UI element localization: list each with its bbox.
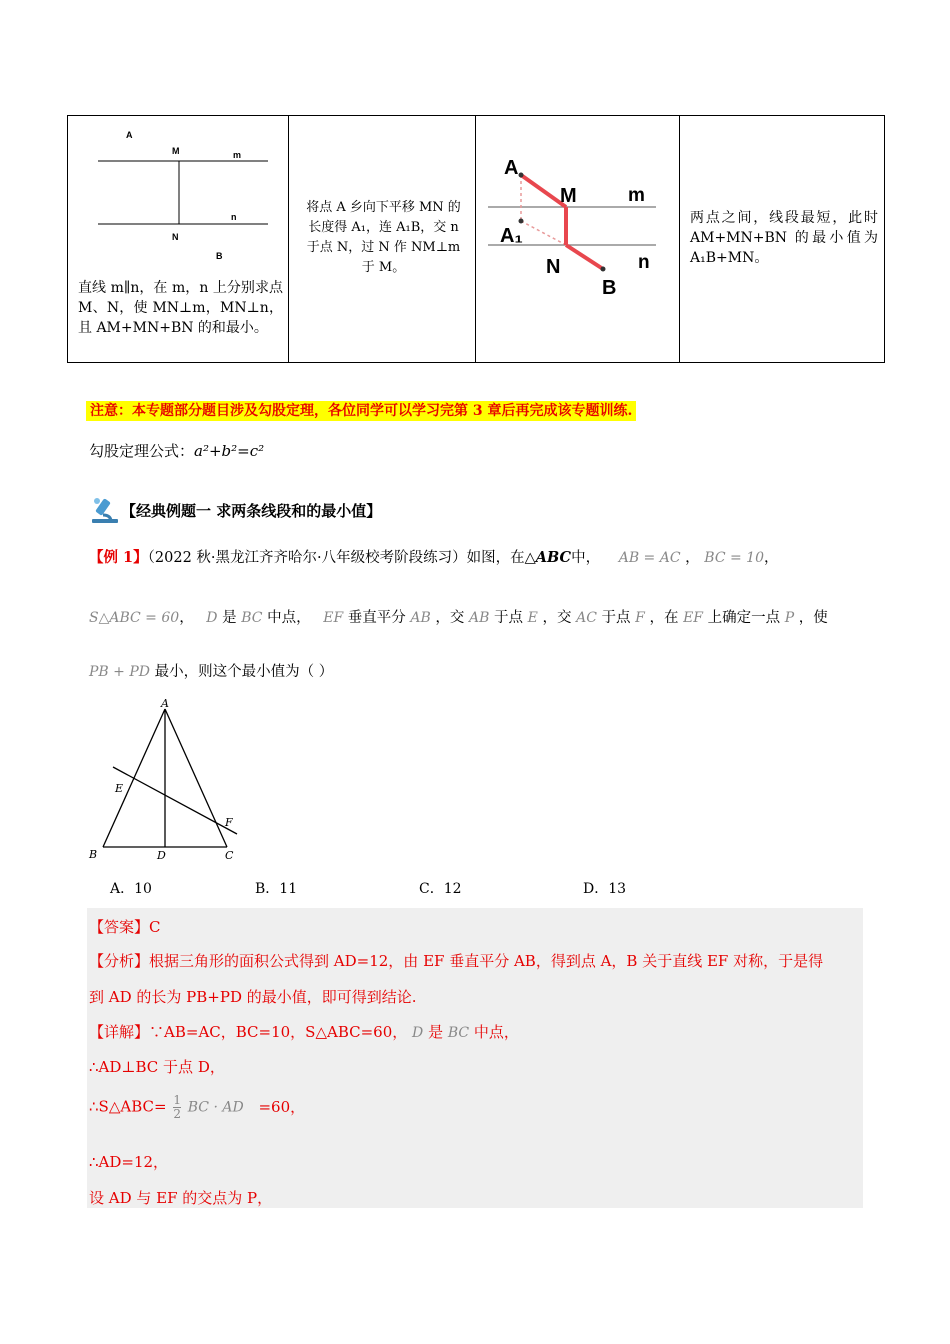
fig-label-B: B (216, 251, 223, 261)
math-E: E (527, 610, 538, 626)
problem-text: 直线 m∥n，在 m，n 上分别求点 M、N，使 MN⊥m，MN⊥n，且 AM+MN+BN 的和最小。 (78, 280, 283, 336)
example-line-3 (89, 660, 333, 681)
math-bc-10: BC = 10 (704, 550, 764, 566)
txt-jiao-1: ，交 (435, 610, 465, 626)
tri-label-E: E (115, 782, 124, 795)
detail-area-value: =60， (258, 1097, 306, 1116)
tri-label-A: A (161, 697, 169, 710)
table-cell-conclusion (680, 116, 885, 363)
tri-label-D: D (157, 849, 166, 862)
math-area: S△ABC = 60 (89, 610, 180, 626)
microscope-icon (89, 495, 123, 527)
example-line-1: 【例 1】（2022 秋·黑龙江齐齐哈尔·八年级校考阶段练习）如图，在△ABC中， AB = AC ， BC = 10， (89, 549, 779, 566)
detail-line-1 (89, 1021, 519, 1042)
fig-label-n: n (231, 212, 237, 222)
fig2-label-A1: A₁ (500, 225, 523, 247)
txt-shi: 是 (222, 610, 237, 626)
analysis-line-2: 到 AD 的长为 PB+PD 的最小值，即可得到结论. (89, 988, 417, 1006)
tri-label-B: B (89, 848, 98, 861)
fig-label-m: m (233, 150, 242, 160)
parallel-lines-figure (68, 116, 288, 266)
choice-b[interactable]: B．11 (255, 881, 298, 897)
math-AC: AC (576, 610, 597, 626)
detail-math-D: D (412, 1025, 424, 1041)
txt-minimum: 最小，则这个最小值为（ ） (154, 664, 334, 680)
table-cell-figure (476, 116, 680, 363)
fraction-num: 1 (173, 1093, 181, 1107)
math-pb-pd: PB + PD (89, 664, 150, 680)
triangle-figure (85, 695, 255, 870)
math-ab-ac: AB = AC (618, 550, 681, 566)
fig-label-N: N (172, 232, 179, 242)
conclusion-text: 两点之间，线段最短，此时 AM+MN+BN 的最小值为 A₁B+MN。 (690, 210, 878, 266)
detail-text-1: ∵AB=AC，BC=10，S△ABC=60， (149, 1023, 408, 1041)
table-cell-method (289, 116, 476, 363)
example-mid: 中， (571, 550, 601, 566)
fraction-den: 2 (173, 1107, 181, 1121)
txt-chuizhi: 垂直平分 (347, 610, 406, 626)
example-line-2 (89, 606, 828, 627)
detail-line-2: ∴AD⊥BC 于点 D， (89, 1058, 225, 1076)
choice-d[interactable]: D．13 (583, 881, 627, 897)
formula-line (89, 440, 264, 461)
formula-expr: a²+b²=c² (194, 442, 265, 460)
answer-line (89, 916, 161, 937)
comma: ， (179, 610, 194, 626)
txt-yudian-1: 于点 (494, 610, 524, 626)
detail-line-4: ∴AD=12， (89, 1153, 169, 1171)
analysis-tag: 【分析】 (89, 952, 150, 970)
example-tag: 【例 1】 (89, 549, 148, 566)
fig2-label-N: N (546, 256, 561, 278)
fig2-label-m: m (628, 185, 645, 206)
math-F: F (635, 610, 645, 626)
detail-area-prefix: ∴S△ABC= (89, 1097, 167, 1116)
txt-zai: ，在 (649, 610, 679, 626)
math-AB: AB (410, 610, 431, 626)
math-P: P (784, 610, 795, 626)
detail-zd: 中点， (473, 1023, 519, 1041)
math-BC: BC (241, 610, 263, 626)
method-text: 将点 A 乡向下平移 MN 的长度得 A₁，连 A₁B，交 n 于点 N，过 N 作 NM⊥m 于 M。 (306, 200, 461, 275)
analysis-line-1 (89, 950, 865, 971)
translation-figure (476, 116, 679, 364)
method-table (67, 115, 885, 363)
txt-queding: 上确定一点 (707, 610, 781, 626)
choice-a[interactable]: A．10 (110, 881, 152, 897)
fig2-label-B: B (602, 277, 617, 299)
fig-label-M: M (172, 146, 180, 156)
txt-yudian-2: 于点 (601, 610, 631, 626)
detail-line-3 (89, 1094, 305, 1121)
math-EF: EF (323, 610, 344, 626)
note-text: 注意：本专题部分题目涉及勾股定理，各位同学可以学习完第 3 章后再完成该专题训练. (86, 401, 636, 421)
fig2-label-M: M (560, 185, 577, 207)
fig2-label-A: A (504, 157, 519, 179)
math-D: D (206, 610, 218, 626)
fig2-label-n: n (638, 252, 650, 273)
choice-c[interactable]: C．12 (419, 881, 462, 897)
note-highlight (86, 400, 636, 420)
table-cell-problem (68, 116, 289, 363)
detail-math-BC: BC (447, 1025, 470, 1041)
detail-math-bc-ad: BC · AD (187, 1099, 244, 1116)
section-title: 【经典例题一 求两条线段和的最小值】 (121, 502, 382, 520)
analysis-text-1: 根据三角形的面积公式得到 AD=12，由 EF 垂直平分 AB，得到点 A，B 关于直线 EF 对称，于是得 (149, 952, 824, 970)
txt-zhongdian: 中点， (267, 610, 311, 626)
txt-shi2: ，使 (798, 610, 828, 626)
tri-label-C: C (225, 849, 234, 862)
txt-jiao-2: ，交 (542, 610, 572, 626)
math-EF-2: EF (683, 610, 704, 626)
detail-shi: 是 (428, 1023, 444, 1041)
fig-label-A: A (126, 130, 133, 140)
formula-label: 勾股定理公式： (89, 442, 195, 460)
example-source: （2022 秋·黑龙江齐齐哈尔·八年级校考阶段练习）如图，在 (147, 550, 525, 566)
fraction-half (173, 1094, 181, 1121)
answer-tag: 【答案】 (89, 918, 150, 936)
triangle-abc: △ABC (524, 549, 572, 566)
math-AB-2: AB (469, 610, 490, 626)
tri-label-F: F (225, 816, 233, 829)
answer-value: C (149, 918, 161, 936)
detail-tag: 【详解】 (89, 1023, 150, 1041)
detail-line-5: 设 AD 与 EF 的交点为 P， (89, 1189, 273, 1207)
